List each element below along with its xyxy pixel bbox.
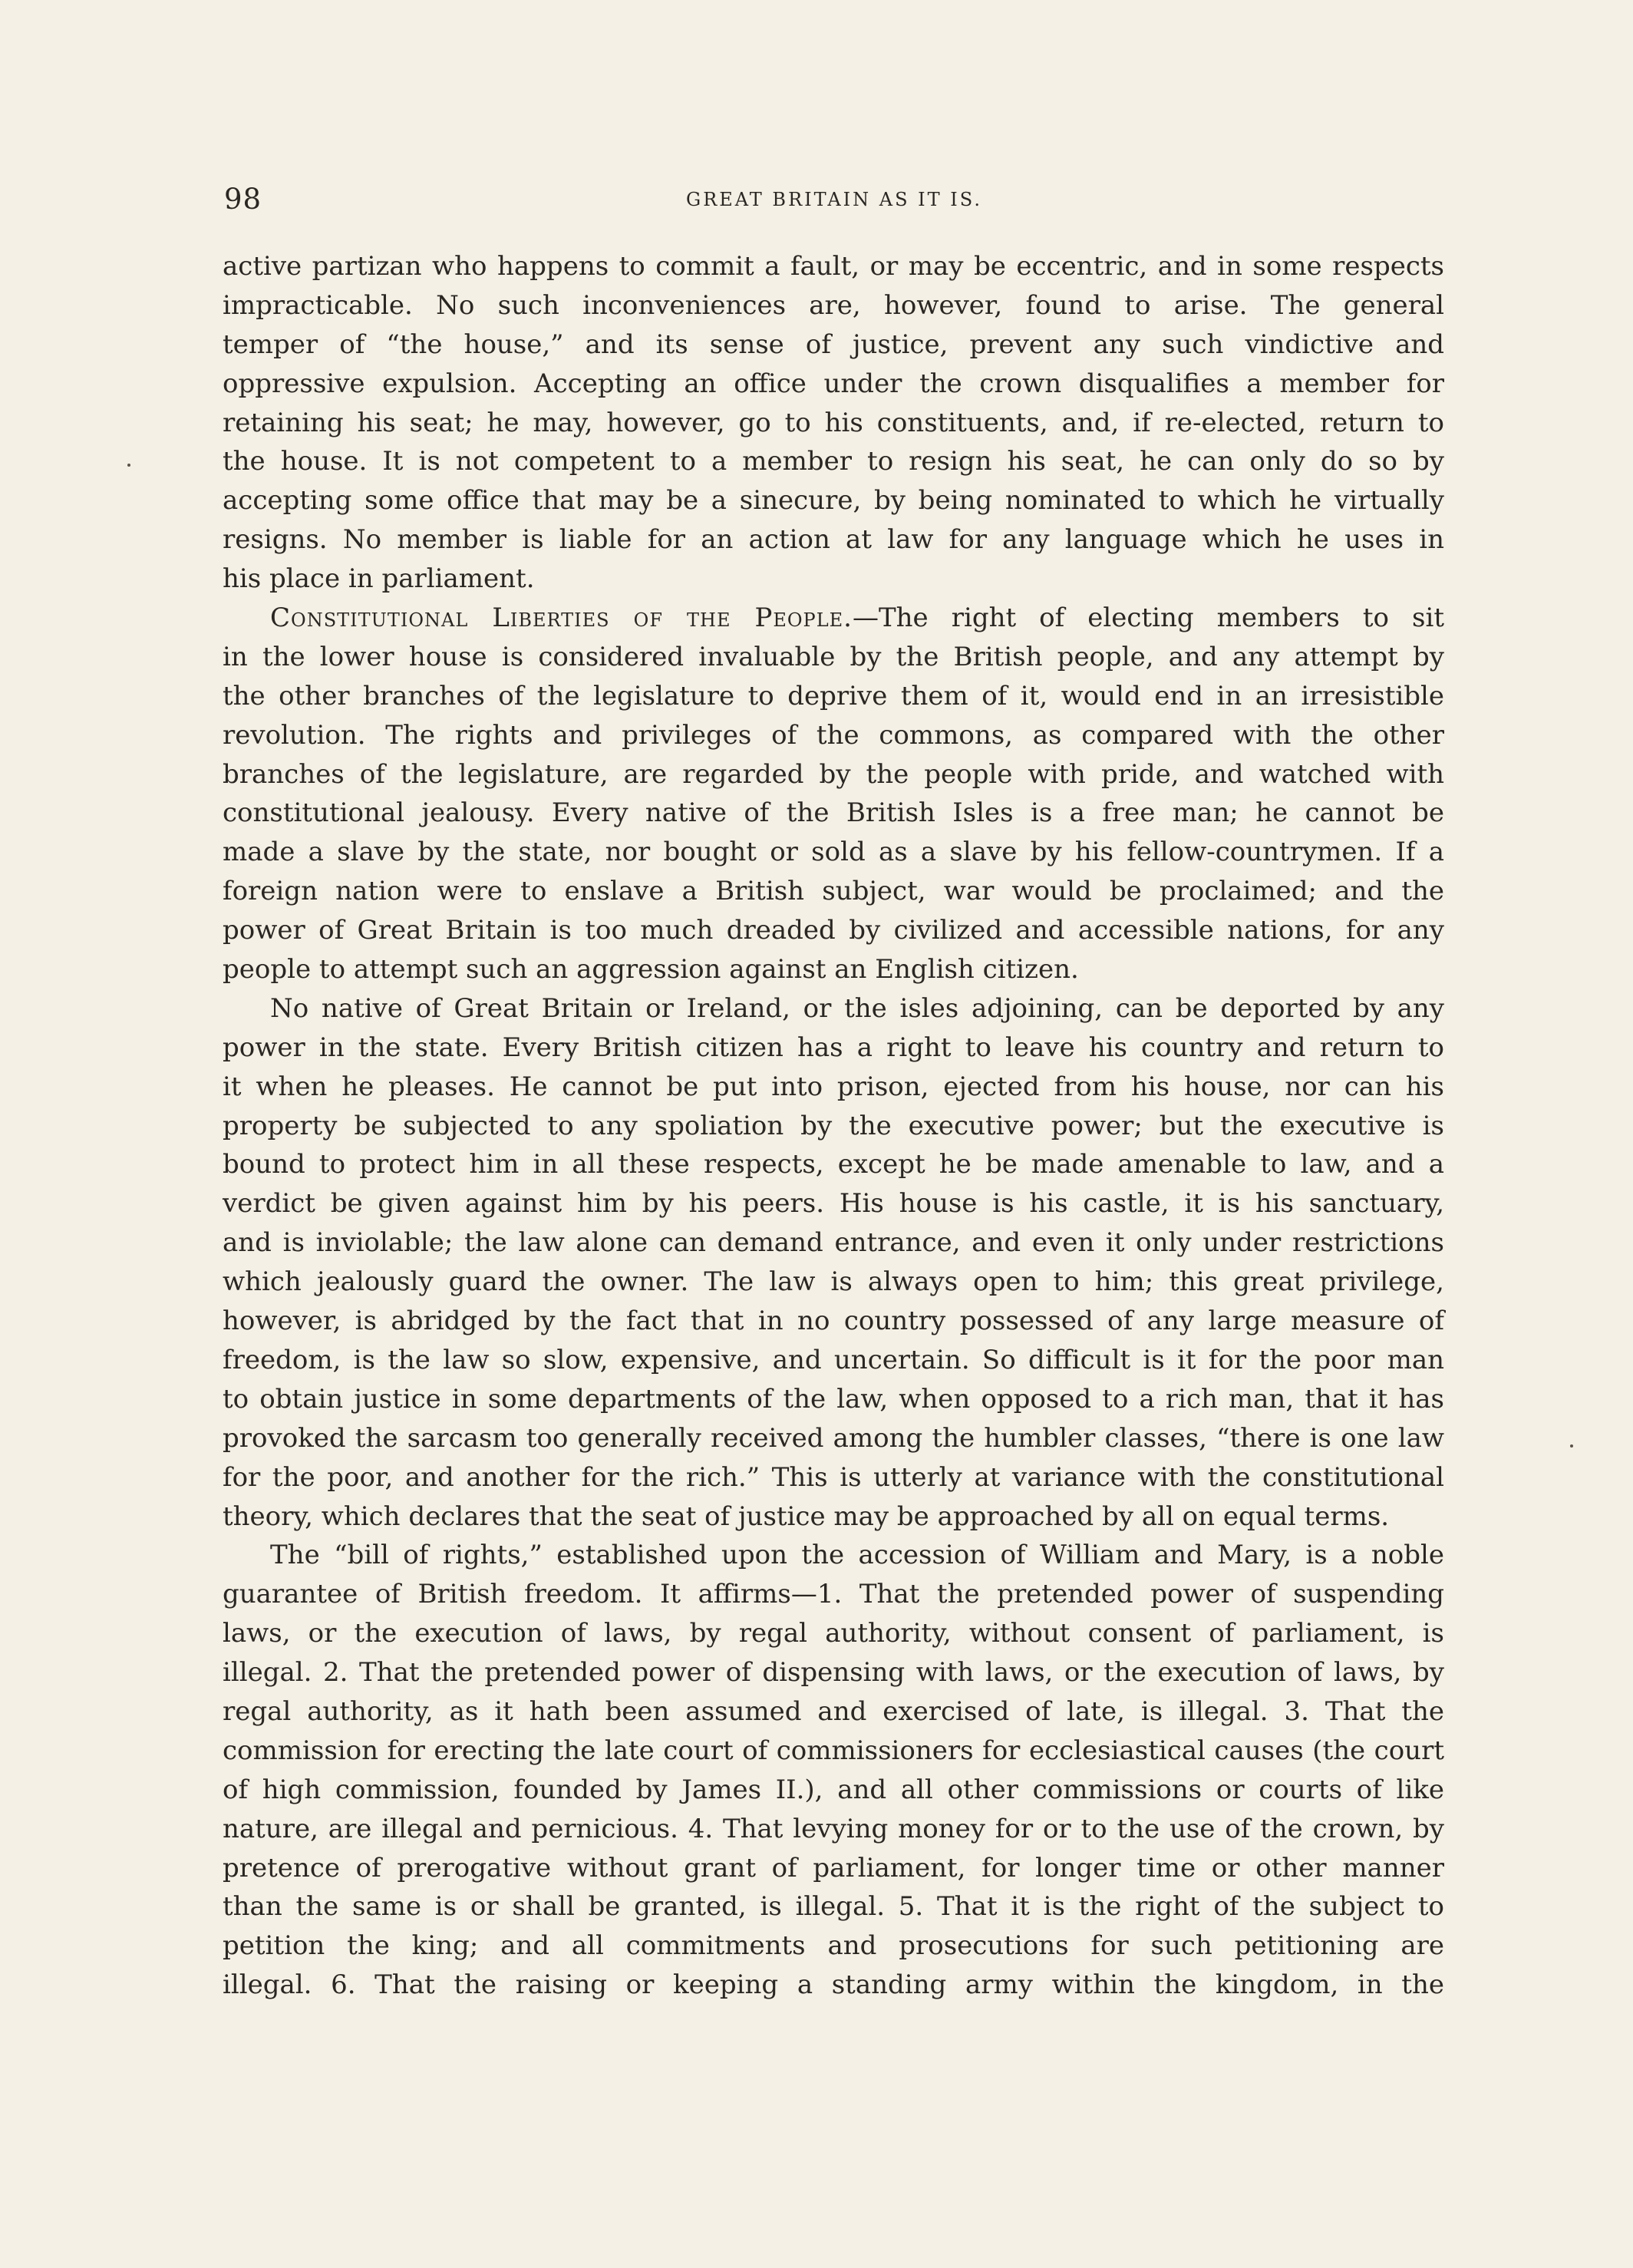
heading-continuation: —The right of electing members to sit — [852, 602, 1444, 634]
text-line: power in the state. Every British citizen has a right to leave his country and return to — [223, 1032, 1444, 1063]
text-line: temper of “the house,” and its sense of justice, prevent any such vindictive and — [223, 328, 1444, 360]
text-line: guarantee of British freedom. It affirms—1. That the pretended power of suspending — [223, 1579, 1444, 1610]
text-line: laws, or the execution of laws, by regal authority, without consent of parliament, is — [223, 1618, 1444, 1649]
text-line: power of Great Britain is too much dreaded by civilized and accessible nations, for any — [223, 915, 1444, 946]
paragraph — [223, 989, 1444, 1536]
text-line: oppressive expulsion. Accepting an office under the crown disqualifies a member for — [223, 368, 1444, 399]
text-line: provoked the sarcasm too generally received among the humbler classes, “there is one law — [223, 1422, 1444, 1454]
text-line: retaining his seat; he may, however, go to his constituents, and, if re-elected, return to — [223, 407, 1444, 438]
text-line: than the same is or shall be granted, is illegal. 5. That it is the right of the subject to — [223, 1891, 1444, 1923]
text-line: which jealously guard the owner. The law is always open to him; this great privilege, — [223, 1266, 1444, 1298]
text-line: it when he pleases. He cannot be put into prison, ejected from his house, nor can his — [223, 1071, 1444, 1102]
text-line: property be subjected to any spoliation by the executive power; but the executive is — [223, 1110, 1444, 1141]
running-head: GREAT BRITAIN AS IT IS. — [686, 189, 982, 210]
text-line: however, is abridged by the fact that in no country possessed of any large measure of — [223, 1306, 1444, 1337]
page-header — [224, 183, 1444, 221]
body-text — [223, 247, 1444, 2005]
text-line: petition the king; and all commitments and prosecutions for such petitioning are — [223, 1930, 1444, 1962]
text-line: the other branches of the legislature to deprive them of it, would end in an irresistible — [223, 680, 1444, 711]
text-line: The “bill of rights,” established upon the accession of William and Mary, is a noble — [270, 1540, 1444, 1571]
text-line: to obtain justice in some departments of the law, when opposed to a rich man, that it has — [223, 1383, 1444, 1415]
text-line: No native of Great Britain or Ireland, or the isles adjoining, can be deported by any — [270, 992, 1444, 1024]
text-line: pretence of prerogative without grant of parliament, for longer time or other manner — [223, 1852, 1444, 1883]
text-line: made a slave by the state, nor bought or sold as a slave by his fellow-countrymen. If a — [223, 837, 1444, 868]
text-line: nature, are illegal and pernicious. 4. That levying money for or to the use of the crown, by — [223, 1813, 1444, 1844]
text-line: foreign nation were to enslave a British subject, war would be proclaimed; and the — [223, 876, 1444, 907]
text-line: illegal. 2. That the pretended power of dispensing with laws, or the execution of laws, by — [223, 1657, 1444, 1689]
text-line: verdict be given against him by his peers. His house is his castle, it is his sanctuary, — [223, 1188, 1444, 1220]
text-line: freedom, is the law so slow, expensive, and uncertain. So difficult is it for the poor man — [223, 1344, 1444, 1375]
paragraph — [223, 247, 1444, 599]
text-line: active partizan who happens to commit a fault, or may be eccentric, and in some respects — [223, 251, 1444, 282]
text-line: accepting some office that may be a sinecure, by being nominated to which he virtually — [223, 485, 1444, 517]
text-line: his place in parliament. — [223, 563, 535, 595]
margin-speck — [127, 464, 130, 467]
text-line: branches of the legislature, are regarded by the people with pride, and watched with — [223, 758, 1444, 790]
text-line: resigns. No member is liable for an action at law for any language which he uses in — [223, 524, 1444, 556]
text-line: people to attempt such an aggression against an English citizen. — [223, 954, 1079, 985]
text-line: impracticable. No such inconveniences are, however, found to arise. The general — [223, 289, 1444, 321]
text-line: and is inviolable; the law alone can demand entrance, and even it only under restrictions — [223, 1227, 1444, 1259]
text-line: revolution. The rights and privileges of the commons, as compared with the other — [223, 719, 1444, 751]
text-line: constitutional jealousy. Every native of the British Isles is a free man; he cannot be — [223, 797, 1444, 829]
margin-speck — [1570, 1444, 1573, 1448]
text-line: of high commission, founded by James II.), and all other commissions or courts of like — [223, 1774, 1444, 1805]
page-number: 98 — [224, 183, 262, 216]
text-line: illegal. 6. That the raising or keeping a standing army within the kingdom, in the — [223, 1969, 1444, 2001]
text-line: regal authority, as it hath been assumed and exercised of late, is illegal. 3. That the — [223, 1695, 1444, 1727]
paragraph — [223, 599, 1444, 989]
text-line: for the poor, and another for the rich.” This is utterly at variance with the constitutional — [223, 1461, 1444, 1493]
text-line: bound to protect him in all these respects, except he be made amenable to law, and a — [223, 1149, 1444, 1180]
text-line: the house. It is not competent to a member to resign his seat, he can only do so by — [223, 446, 1444, 477]
text-line — [223, 599, 1444, 638]
paragraph — [223, 1536, 1444, 2005]
text-line: theory, which declares that the seat of justice may be approached by all on equal terms. — [223, 1500, 1390, 1532]
text-line: in the lower house is considered invaluable by the British people, and any attempt by — [223, 641, 1444, 672]
section-heading: Constitutional Liberties of the People. — [270, 602, 853, 634]
text-line: commission for erecting the late court of commissioners for ecclesiastical causes (the court — [223, 1735, 1444, 1766]
